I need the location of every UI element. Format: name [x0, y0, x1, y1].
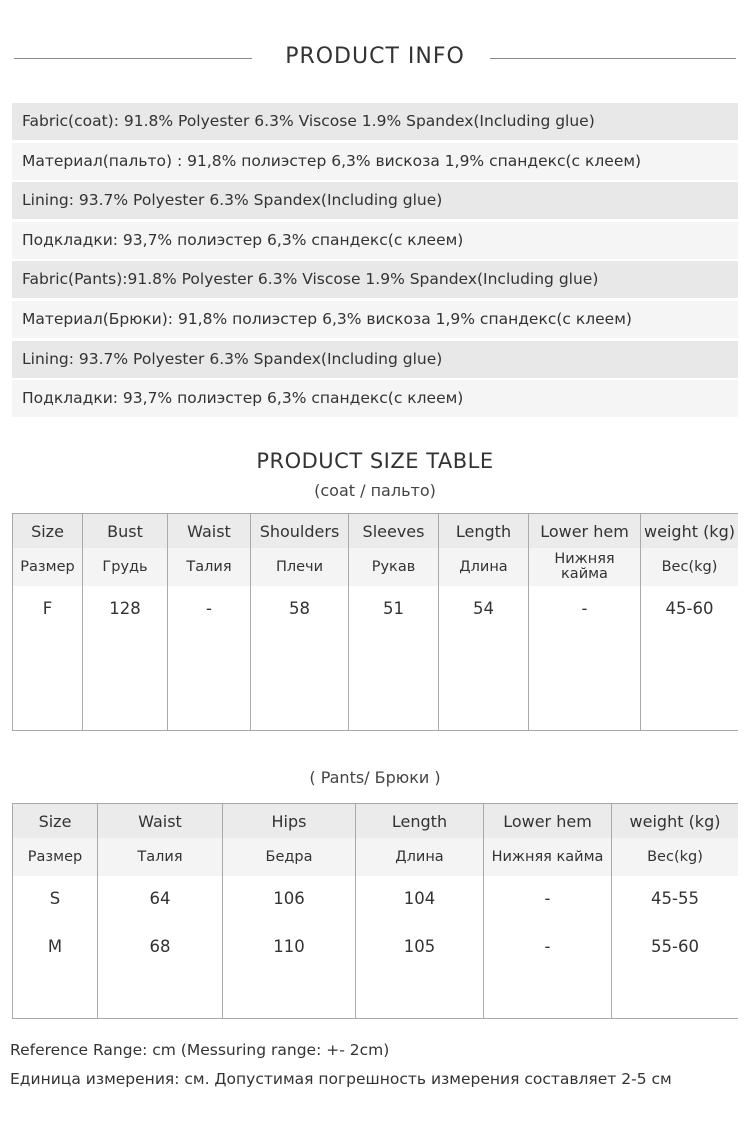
subheader-cell: Размер [12, 838, 97, 876]
table-cell: 54 [438, 586, 528, 730]
header-cell: Waist [97, 804, 222, 838]
header-cell: Length [438, 514, 528, 548]
table-cell: - [167, 586, 250, 730]
coat-size-table [12, 513, 738, 731]
subheader-cell: Рукав [348, 548, 438, 586]
table-cell: 45-55 [611, 876, 738, 924]
table-cell: 128 [82, 586, 167, 730]
size-table-title: PRODUCT SIZE TABLE [256, 449, 494, 473]
header-cell: weight (kg) [640, 514, 738, 548]
table-cell: 106 [222, 876, 355, 924]
header-cell: Waist [167, 514, 250, 548]
pants-size-table [12, 803, 738, 1019]
table-row [12, 586, 738, 730]
info-row: Fabric(Pants):91.8% Polyester 6.3% Viscose 1.9% Spandex(Including glue) [12, 261, 738, 298]
header-cell: weight (kg) [611, 804, 738, 838]
pants-subtitle: ( Pants/ Брюки ) [309, 768, 441, 787]
table-row [12, 924, 738, 1018]
table-body [12, 876, 738, 1019]
table-cell: 45-60 [640, 586, 738, 730]
fabric-info-list [12, 103, 738, 420]
subheader-cell: Размер [12, 548, 82, 586]
table-cell: F [12, 586, 82, 730]
subheader-cell: Бедра [222, 838, 355, 876]
info-row: Подкладки: 93,7% полиэстер 6,3% спандекс(с клеем) [12, 380, 738, 417]
info-row: Lining: 93.7% Polyester 6.3% Spandex(Including glue) [12, 341, 738, 378]
table-cell: 58 [250, 586, 348, 730]
coat-subtitle: (coat / пальто) [314, 481, 436, 500]
header-cell: Sleeves [348, 514, 438, 548]
header-cell: Lower hem [528, 514, 640, 548]
info-row: Материал(пальто) : 91,8% полиэстер 6,3% вискоза 1,9% спандекс(с клеем) [12, 143, 738, 180]
table-cell: 105 [355, 924, 483, 1018]
subheader-cell: Талия [167, 548, 250, 586]
table-cell: 68 [97, 924, 222, 1018]
header-cell: Bust [82, 514, 167, 548]
table-cell: - [483, 876, 611, 924]
header-cell: Size [12, 514, 82, 548]
table-cell: 51 [348, 586, 438, 730]
table-header-row [12, 803, 738, 838]
table-cell: 104 [355, 876, 483, 924]
header-cell: Size [12, 804, 97, 838]
table-cell: 55-60 [611, 924, 738, 1018]
table-body [12, 586, 738, 731]
measurement-unit-note: Единица измерения: см. Допустимая погрешность измерения составляет 2-5 см [10, 1070, 672, 1088]
table-cell: - [528, 586, 640, 730]
table-cell: 110 [222, 924, 355, 1018]
subheader-cell: Плечи [250, 548, 348, 586]
subheader-cell: Вес(kg) [640, 548, 738, 586]
subheader-cell: Нижняя кайма [528, 548, 640, 586]
table-subheader-row [12, 838, 738, 876]
subheader-cell: Длина [438, 548, 528, 586]
header-cell: Hips [222, 804, 355, 838]
reference-range-note: Reference Range: cm (Messuring range: +- 2cm) [10, 1041, 390, 1059]
info-row: Подкладки: 93,7% полиэстер 6,3% спандекс(с клеем) [12, 222, 738, 259]
subheader-cell: Талия [97, 838, 222, 876]
table-cell: - [483, 924, 611, 1018]
subheader-cell: Нижняя кайма [483, 838, 611, 876]
info-row: Lining: 93.7% Polyester 6.3% Spandex(Including glue) [12, 182, 738, 219]
page-title: PRODUCT INFO [285, 44, 465, 69]
subheader-cell: Вес(kg) [611, 838, 738, 876]
table-cell: M [12, 924, 97, 1018]
table-header-row [12, 513, 738, 548]
header-rule-right [490, 58, 736, 59]
info-row: Fabric(coat): 91.8% Polyester 6.3% Viscose 1.9% Spandex(Including glue) [12, 103, 738, 140]
table-cell: S [12, 876, 97, 924]
table-subheader-row [12, 548, 738, 586]
info-row: Материал(Брюки): 91,8% полиэстер 6,3% вискоза 1,9% спандекс(с клеем) [12, 301, 738, 338]
subheader-cell: Длина [355, 838, 483, 876]
header-cell: Shoulders [250, 514, 348, 548]
table-row [12, 876, 738, 924]
header-cell: Lower hem [483, 804, 611, 838]
header-cell: Length [355, 804, 483, 838]
subheader-cell: Грудь [82, 548, 167, 586]
table-cell: 64 [97, 876, 222, 924]
